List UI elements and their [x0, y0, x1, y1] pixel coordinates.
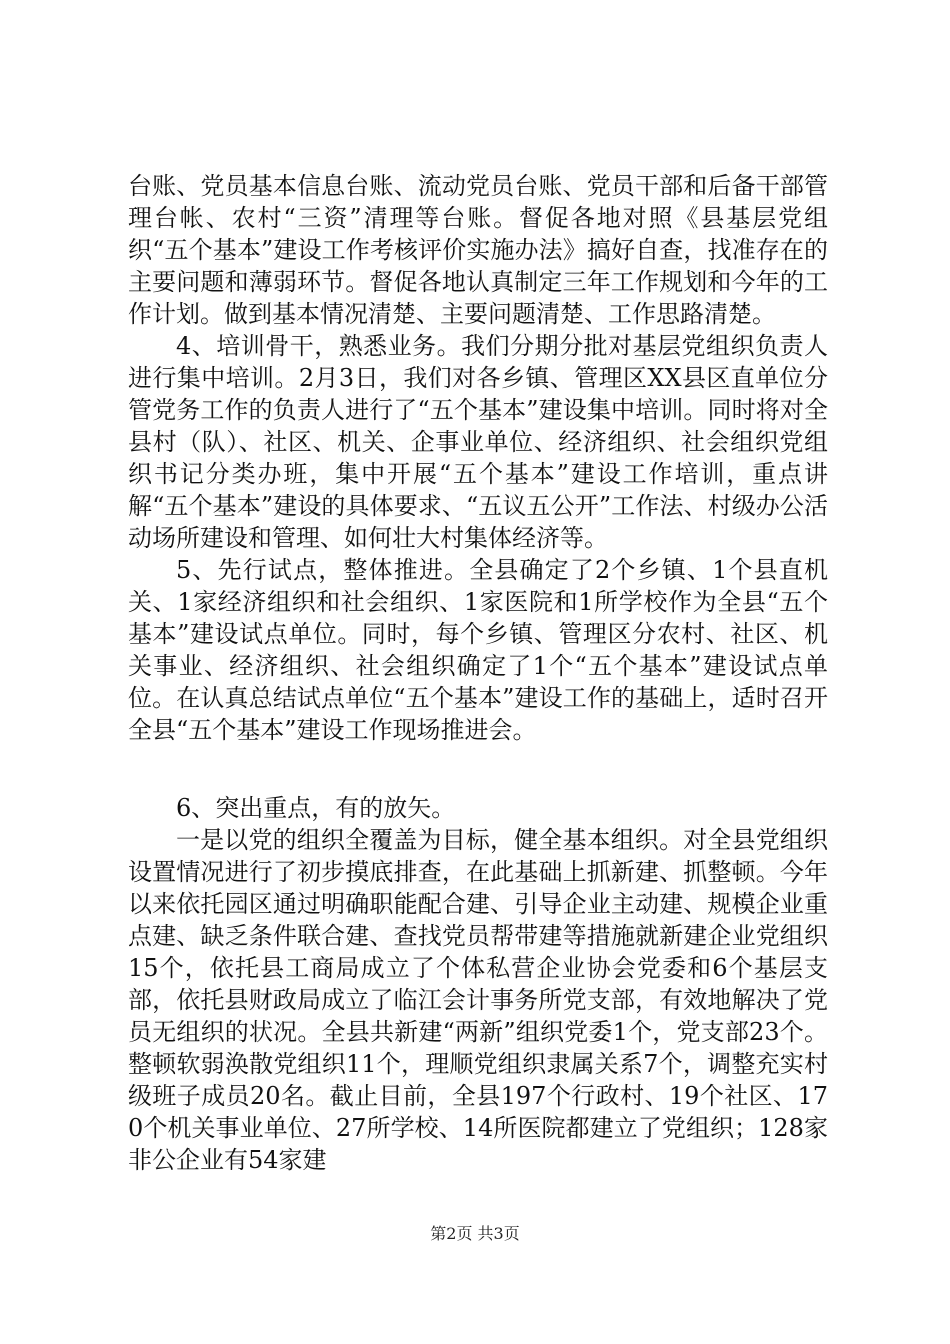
page-footer: 第2页 共3页	[430, 1224, 520, 1243]
paragraph-training: 4、培训骨干，熟悉业务。我们分期分批对基层党组织负责人进行集中培训。2月3日，我们对各乡镇、管理区XX县区直单位分管党务工作的负责人进行了“五个基本”建设集中培训。同时将对全县村（队）、社区、机关、企事业单位、经济组织、社会组织党组织书记分类办班，集中开展“五个基本”建设工作培训，重点讲解“五个基本”建设的具体要求、“五议五公开”工作法、村级办公活动场所建设和管理、如何壮大村集体经济等。	[128, 332, 828, 552]
document-body	[128, 170, 828, 1176]
paragraph-focus-heading: 6、突出重点，有的放矢。	[176, 794, 456, 822]
paragraph-organization-coverage: 一是以党的组织全覆盖为目标，健全基本组织。对全县党组织设置情况进行了初步摸底排查，在此基础上抓新建、抓整顿。今年以来依托园区通过明确职能配合建、引导企业主动建、规模企业重点建、缺乏条件联合建、查找党员帮带建等措施就新建企业党组织15个，依托县工商局成立了个体私营企业协会党委和6个基层支部，依托县财政局成立了临江会计事务所党支部，有效地解决了党员无组织的状况。全县共新建“两新”组织党委1个，党支部23个。整顿软弱涣散党组织11个，理顺党组织隶属关系7个，调整充实村级班子成员20名。截止目前，全县197个行政村、19个社区、170个机关事业单位、27所学校、14所医院都建立了党组织；128家非公企业有54家建	[128, 826, 828, 1174]
paragraph-pilot: 5、先行试点，整体推进。全县确定了2个乡镇、1个县直机关、1家经济组织和社会组织、1家医院和1所学校作为全县“五个基本”建设试点单位。同时，每个乡镇、管理区分农村、社区、机关事业、经济组织、社会组织确定了1个“五个基本”建设试点单位。在认真总结试点单位“五个基本”建设工作的基础上，适时召开全县“五个基本”建设工作现场推进会。	[128, 556, 828, 744]
paragraph-ledger-continuation: 台账、党员基本信息台账、流动党员台账、党员干部和后备干部管理台帐、农村“三资”清理等台账。督促各地对照《县基层党组织“五个基本”建设工作考核评价实施办法》搞好自查，找准存在的主要问题和薄弱环节。督促各地认真制定三年工作规划和今年的工作计划。做到基本情况清楚、主要问题清楚、工作思路清楚。	[128, 172, 828, 328]
